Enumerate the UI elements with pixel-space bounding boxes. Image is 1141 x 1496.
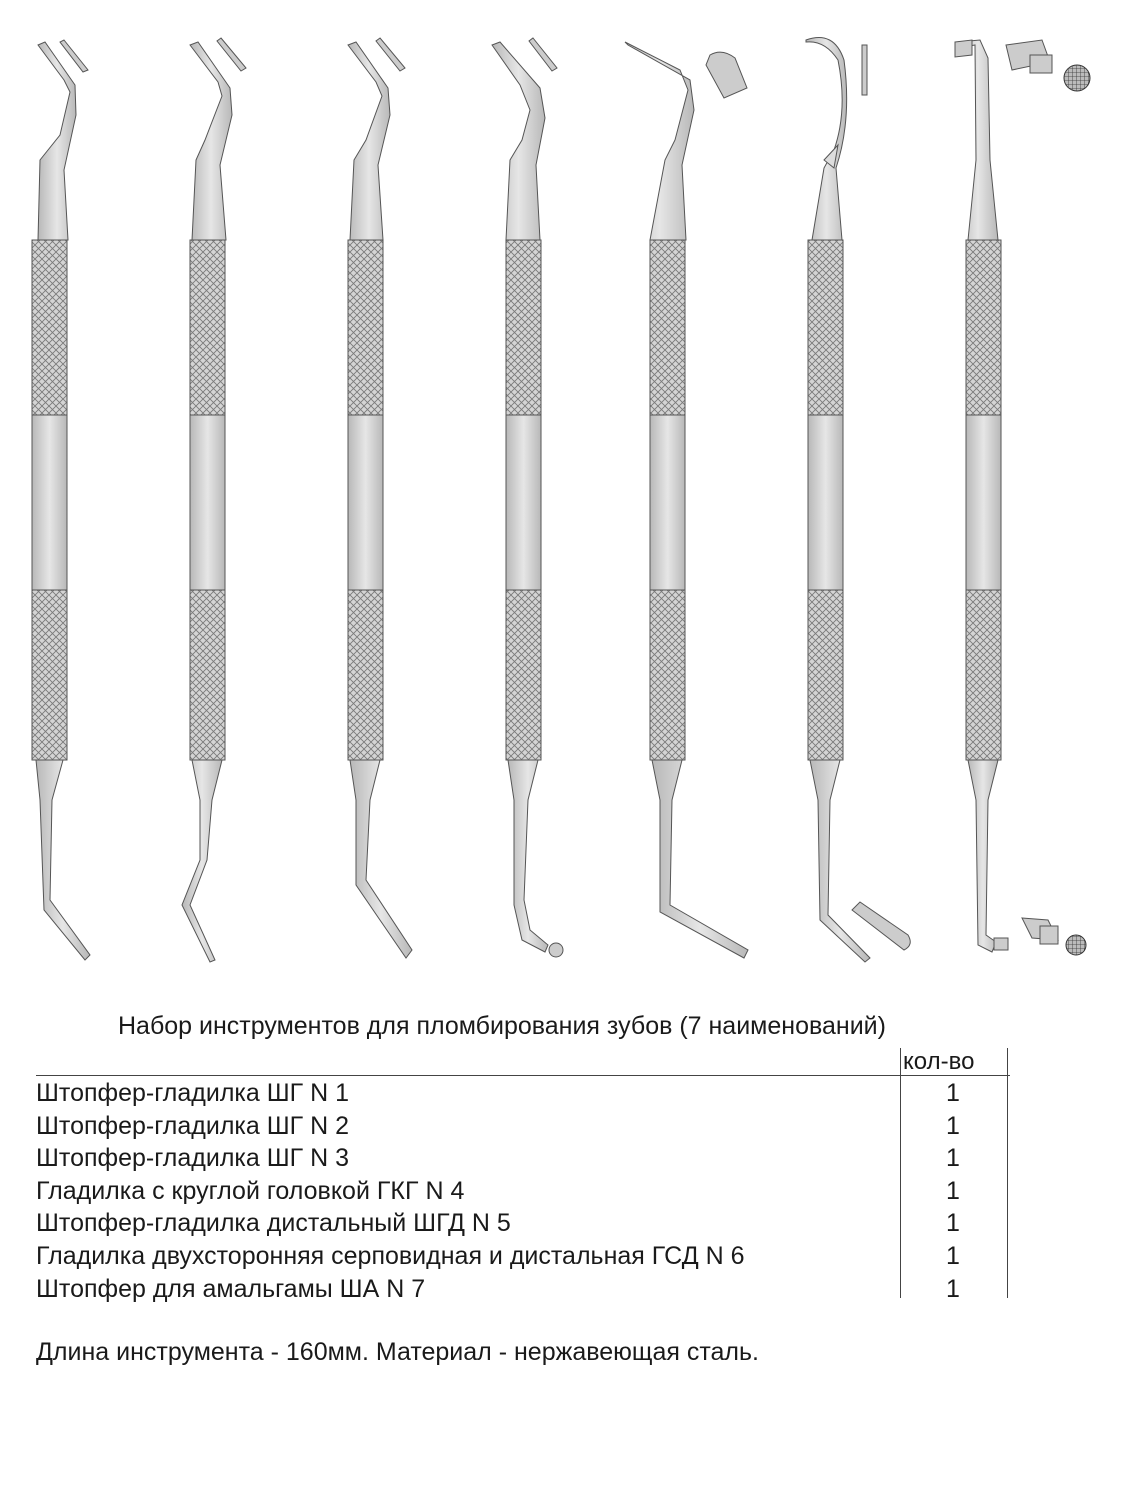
item-name: Штопфер-гладилка ШГ N 2 — [36, 1111, 350, 1140]
list-item — [36, 1175, 996, 1208]
item-quantity: 1 — [946, 1241, 960, 1270]
spec-footer: Длина инструмента - 160мм. Материал - нержавеющая сталь. — [36, 1338, 759, 1366]
item-quantity: 1 — [946, 1209, 960, 1238]
list-item — [36, 1110, 996, 1143]
instrument-list — [36, 1077, 996, 1305]
instrument-2 — [182, 38, 246, 962]
item-quantity: 1 — [946, 1176, 960, 1205]
instrument-4 — [492, 38, 563, 957]
item-quantity: 1 — [946, 1274, 960, 1303]
table-right-border — [1007, 1048, 1008, 1298]
instrument-7 — [955, 40, 1090, 955]
item-quantity: 1 — [946, 1144, 960, 1173]
list-item — [36, 1077, 996, 1110]
instrument-5 — [625, 42, 748, 958]
list-item — [36, 1207, 996, 1240]
list-item — [36, 1273, 996, 1306]
item-name: Штопфер-гладилка ШГ N 1 — [36, 1079, 350, 1107]
set-caption: Набор инструментов для пломбирования зубов (7 наименований) — [118, 1012, 886, 1040]
item-name: Штопфер для амальгамы ША N 7 — [36, 1274, 426, 1303]
item-name: Штопфер-гладилка дистальный ШГД N 5 — [36, 1209, 511, 1238]
quantity-column-header: кол-во — [903, 1048, 975, 1075]
item-name: Гладилка двухсторонняя серповидная и дистальная ГСД N 6 — [36, 1241, 745, 1270]
list-item — [36, 1142, 996, 1175]
list-item — [36, 1240, 996, 1273]
table-header-divider — [36, 1075, 1010, 1076]
instrument-3 — [348, 38, 412, 958]
item-name: Гладилка с круглой головкой ГКГ N 4 — [36, 1176, 465, 1205]
item-quantity: 1 — [946, 1111, 960, 1140]
item-name: Штопфер-гладилка ШГ N 3 — [36, 1144, 350, 1173]
instrument-1 — [32, 40, 90, 960]
item-quantity: 1 — [946, 1079, 960, 1107]
instrument-6 — [806, 38, 910, 963]
